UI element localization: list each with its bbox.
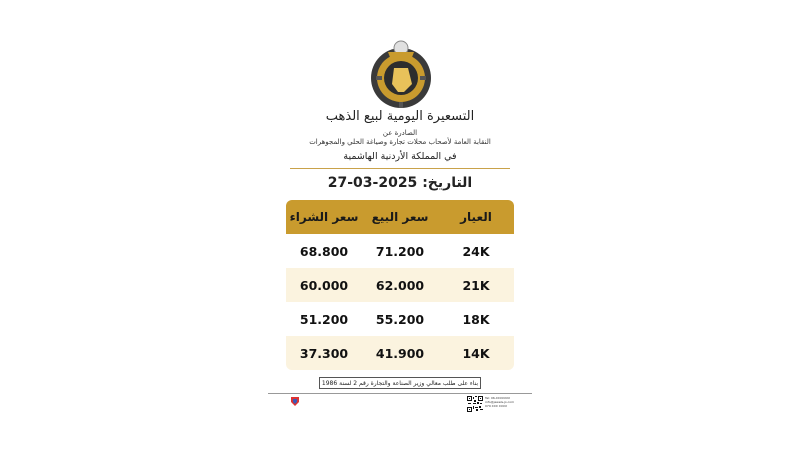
- country-line: في المملكة الأردنية الهاشمية: [343, 151, 457, 162]
- sell-price-cell: 71.200: [375, 243, 425, 259]
- divider: [290, 168, 510, 169]
- issued-by-label: الصادرة عن: [382, 129, 418, 137]
- date-label: التاريخ:: [422, 175, 473, 191]
- karat-cell: 21K: [462, 277, 490, 293]
- syndicate-emblem-icon: [368, 38, 434, 110]
- buy-price-cell: 51.200: [299, 311, 349, 327]
- header-karat: العيار: [460, 210, 492, 224]
- table-row: [286, 234, 514, 268]
- header-buy: سعر الشراء: [289, 210, 359, 224]
- qr-code-icon: [467, 396, 483, 412]
- date-value: 27-03-2025: [327, 175, 418, 191]
- header-sell: سعر البيع: [371, 210, 429, 224]
- buy-price-cell: 37.300: [299, 345, 349, 361]
- karat-cell: 18K: [462, 311, 490, 327]
- sell-price-cell: 55.200: [375, 311, 425, 327]
- issuer-block: [290, 129, 510, 147]
- date-line: [300, 175, 500, 191]
- table-row: [286, 268, 514, 302]
- contact-info: [485, 396, 530, 408]
- footer-divider: [268, 393, 532, 394]
- table-row: [286, 302, 514, 336]
- price-table: [286, 200, 514, 370]
- table-header: [286, 200, 514, 234]
- buy-price-cell: 68.800: [299, 243, 349, 259]
- legal-note: بناء على طلب معالي وزير الصناعة والتجارة رقم 2 لسنة 1986: [319, 377, 481, 389]
- page-title: التسعيرة اليومية لبيع الذهب: [325, 109, 475, 124]
- contact-line: info@jewels-jo.com: [485, 400, 515, 404]
- sell-price-cell: 41.900: [375, 345, 425, 361]
- brand-logo-icon: [290, 396, 300, 407]
- contact-line: 079 XXX XXXX: [485, 404, 508, 408]
- sell-price-cell: 62.000: [375, 277, 425, 293]
- buy-price-cell: 60.000: [299, 277, 349, 293]
- karat-cell: 14K: [462, 345, 490, 361]
- karat-cell: 24K: [462, 243, 490, 259]
- contact-line: Tel: 06-XXXXXXX: [485, 396, 511, 400]
- syndicate-name: النقابة العامة لأصحاب محلات تجارة وصياغة الحلي والمجوهرات: [309, 138, 491, 146]
- table-row: [286, 336, 514, 370]
